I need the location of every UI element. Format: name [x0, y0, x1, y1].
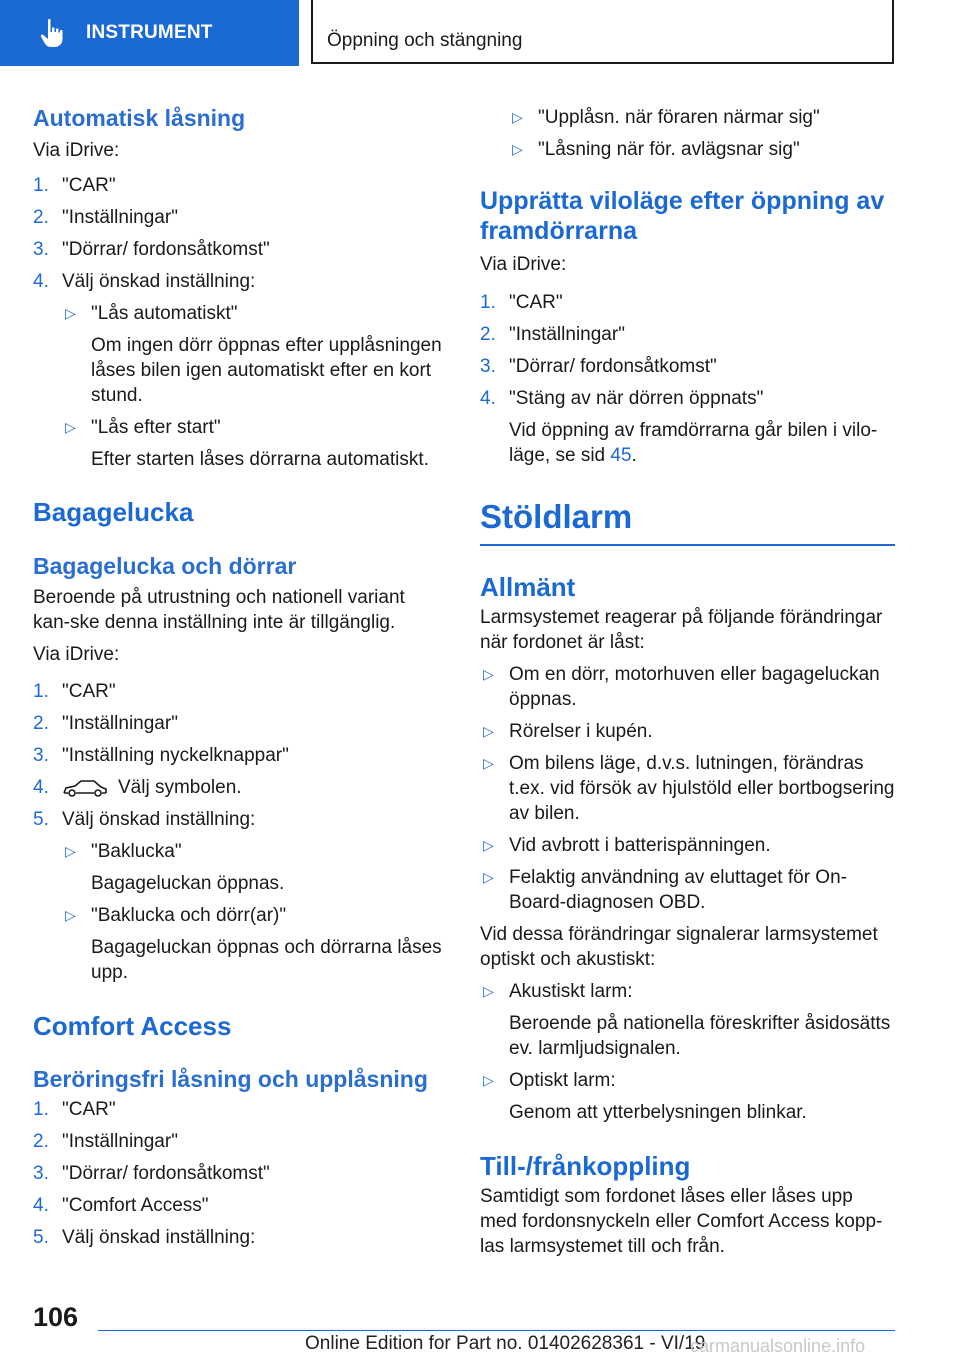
page-number: 106 — [33, 1302, 79, 1332]
alarm-heading: Stöldlarm — [480, 498, 633, 535]
list-item: ▷ "Baklucka och dörr(ar)" Bagageluckan öppnas och dörrarna låses upp. — [65, 905, 442, 983]
list-item: 2. "Inställningar" — [33, 207, 178, 228]
alarm-general-text: Larmsystemet reagerar på följande förändringar när fordonet är låst: — [480, 607, 883, 653]
triangle-bullet-icon: ▷ — [483, 666, 494, 682]
tailgate-steps — [33, 679, 447, 832]
chapter-tab — [311, 0, 894, 64]
footer-rule — [98, 1330, 895, 1331]
triangle-bullet-icon: ▷ — [65, 419, 76, 435]
right-column — [480, 100, 895, 1259]
triangle-bullet-icon: ▷ — [512, 109, 523, 125]
list-item: 5. Välj önskad inställning: — [33, 809, 256, 830]
comfort-steps — [33, 1097, 447, 1250]
tailgate-heading: Bagagelucka — [33, 497, 194, 527]
list-item: 2. "Inställningar" — [33, 1131, 178, 1152]
triangle-bullet-icon: ▷ — [65, 907, 76, 923]
alarm-toggle-heading: Till-/frånkoppling — [480, 1151, 691, 1181]
list-item: ▷ Optiskt larm: Genom att ytterbelysningen blinkar. — [483, 1070, 807, 1123]
list-item: 3. "Dörrar/ fordonsåtkomst" — [480, 356, 717, 377]
rest-mode-via: Via iDrive: — [480, 254, 567, 275]
hand-pointer-icon — [36, 16, 70, 50]
triangle-bullet-icon: ▷ — [483, 869, 494, 885]
list-item: 4. "Stäng av när dörren öppnats" Vid öppning av framdörrarna går bilen i vilo-läge, se sid 45. — [480, 386, 895, 468]
list-item: ▷ "Lås automatiskt" Om ingen dörr öppnas efter upplåsningen låses bilen igen automatiskt efter en kort stund. — [65, 303, 442, 406]
auto-lock-options — [62, 301, 447, 472]
page-header — [0, 0, 960, 66]
list-item: 1. "CAR" — [33, 681, 116, 702]
comfort-heading: Comfort Access — [33, 1011, 232, 1041]
triangle-bullet-icon: ▷ — [65, 305, 76, 321]
tailgate-intro: Beroende på utrustning och nationell variant kan-ske denna inställning inte är tillgänglig. — [33, 587, 405, 633]
auto-lock-steps — [33, 173, 447, 294]
list-item: ▷ Vid avbrott i batterispänningen. — [483, 835, 771, 856]
alarm-general-heading: Allmänt — [480, 572, 576, 602]
watermark-text: carmanualsonline.info — [690, 1336, 866, 1356]
list-item: 1. "CAR" — [480, 292, 563, 313]
auto-lock-via: Via iDrive: — [33, 140, 120, 161]
comfort-options — [509, 105, 895, 162]
triangle-bullet-icon: ▷ — [483, 755, 494, 771]
rest-mode-heading: Upprätta viloläge efter öppning av framdörrarna — [480, 187, 885, 245]
section-tab-label: INSTRUMENT — [86, 22, 213, 43]
page-link[interactable]: 45 — [610, 445, 632, 466]
rest-mode-steps — [480, 290, 895, 468]
triangle-bullet-icon: ▷ — [483, 983, 494, 999]
list-item: ▷ "Låsning när för. avlägsnar sig" — [512, 139, 800, 160]
list-item: ▷ Om bilens läge, d.v.s. lutningen, förändras t.ex. vid försök av hjulstöld eller bortbogsering av bilen. — [483, 753, 895, 824]
left-column — [33, 100, 447, 1250]
tailgate-via: Via iDrive: — [33, 644, 120, 665]
tailgate-options — [62, 839, 447, 985]
list-item: ▷ Rörelser i kupén. — [483, 721, 653, 742]
page-footer — [0, 1300, 960, 1362]
triangle-bullet-icon: ▷ — [483, 723, 494, 739]
heading-rule — [480, 544, 895, 546]
edition-text: Online Edition for Part no. 01402628361 - VI/19 — [305, 1333, 706, 1354]
car-tailgate-icon — [62, 778, 108, 798]
list-item: 3. "Dörrar/ fordonsåtkomst" — [33, 1163, 270, 1184]
rest-mode-note: Vid öppning av framdörrarna går bilen i vilo-läge, se sid 45. — [509, 420, 878, 466]
list-item: 1. "CAR" — [33, 1099, 116, 1120]
comfort-subheading: Beröringsfri låsning och upplåsning — [33, 1066, 428, 1092]
list-item: ▷ Akustiskt larm: Beroende på nationella föreskrifter åsidosätts ev. larmljudsignalen. — [483, 981, 891, 1059]
list-item: 5. Välj önskad inställning: — [33, 1227, 256, 1248]
list-item: ▷ Felaktig användning av eluttaget för On-Board-diagnosen OBD. — [483, 867, 847, 913]
list-item: 4. Välj symbolen. — [33, 777, 242, 798]
alarm-signals-text: Vid dessa förändringar signalerar larmsystemet optiskt och akustiskt: — [480, 924, 878, 970]
list-item: 1. "CAR" — [33, 175, 116, 196]
section-tab — [0, 0, 299, 66]
list-item: ▷ "Baklucka" Bagageluckan öppnas. — [65, 841, 285, 894]
alarm-toggle-text: Samtidigt som fordonet låses eller låses upp med fordonsnyckeln eller Comfort Access kopp-las larmsystemet till och från. — [480, 1186, 883, 1257]
list-item: 4. "Comfort Access" — [33, 1195, 209, 1216]
list-item: 2. "Inställningar" — [480, 324, 625, 345]
triangle-bullet-icon: ▷ — [483, 837, 494, 853]
alarm-triggers — [480, 662, 895, 915]
triangle-bullet-icon: ▷ — [65, 843, 76, 859]
triangle-bullet-icon: ▷ — [483, 1072, 494, 1088]
alarm-signals — [480, 979, 895, 1125]
chapter-tab-label: Öppning och stängning — [327, 30, 523, 51]
list-item: 3. "Inställning nyckelknappar" — [33, 745, 289, 766]
list-item: ▷ "Lås efter start" Efter starten låses dörrarna automatiskt. — [65, 417, 429, 470]
list-item: 4. Välj önskad inställning: — [33, 271, 256, 292]
triangle-bullet-icon: ▷ — [512, 141, 523, 157]
tailgate-subheading: Bagagelucka och dörrar — [33, 553, 297, 579]
list-item: ▷ "Upplåsn. när föraren närmar sig" — [512, 107, 820, 128]
list-item: 3. "Dörrar/ fordonsåtkomst" — [33, 239, 270, 260]
list-item: 2. "Inställningar" — [33, 713, 178, 734]
list-item: ▷ Om en dörr, motorhuven eller bagageluckan öppnas. — [483, 664, 880, 710]
auto-lock-heading: Automatisk låsning — [33, 105, 246, 131]
